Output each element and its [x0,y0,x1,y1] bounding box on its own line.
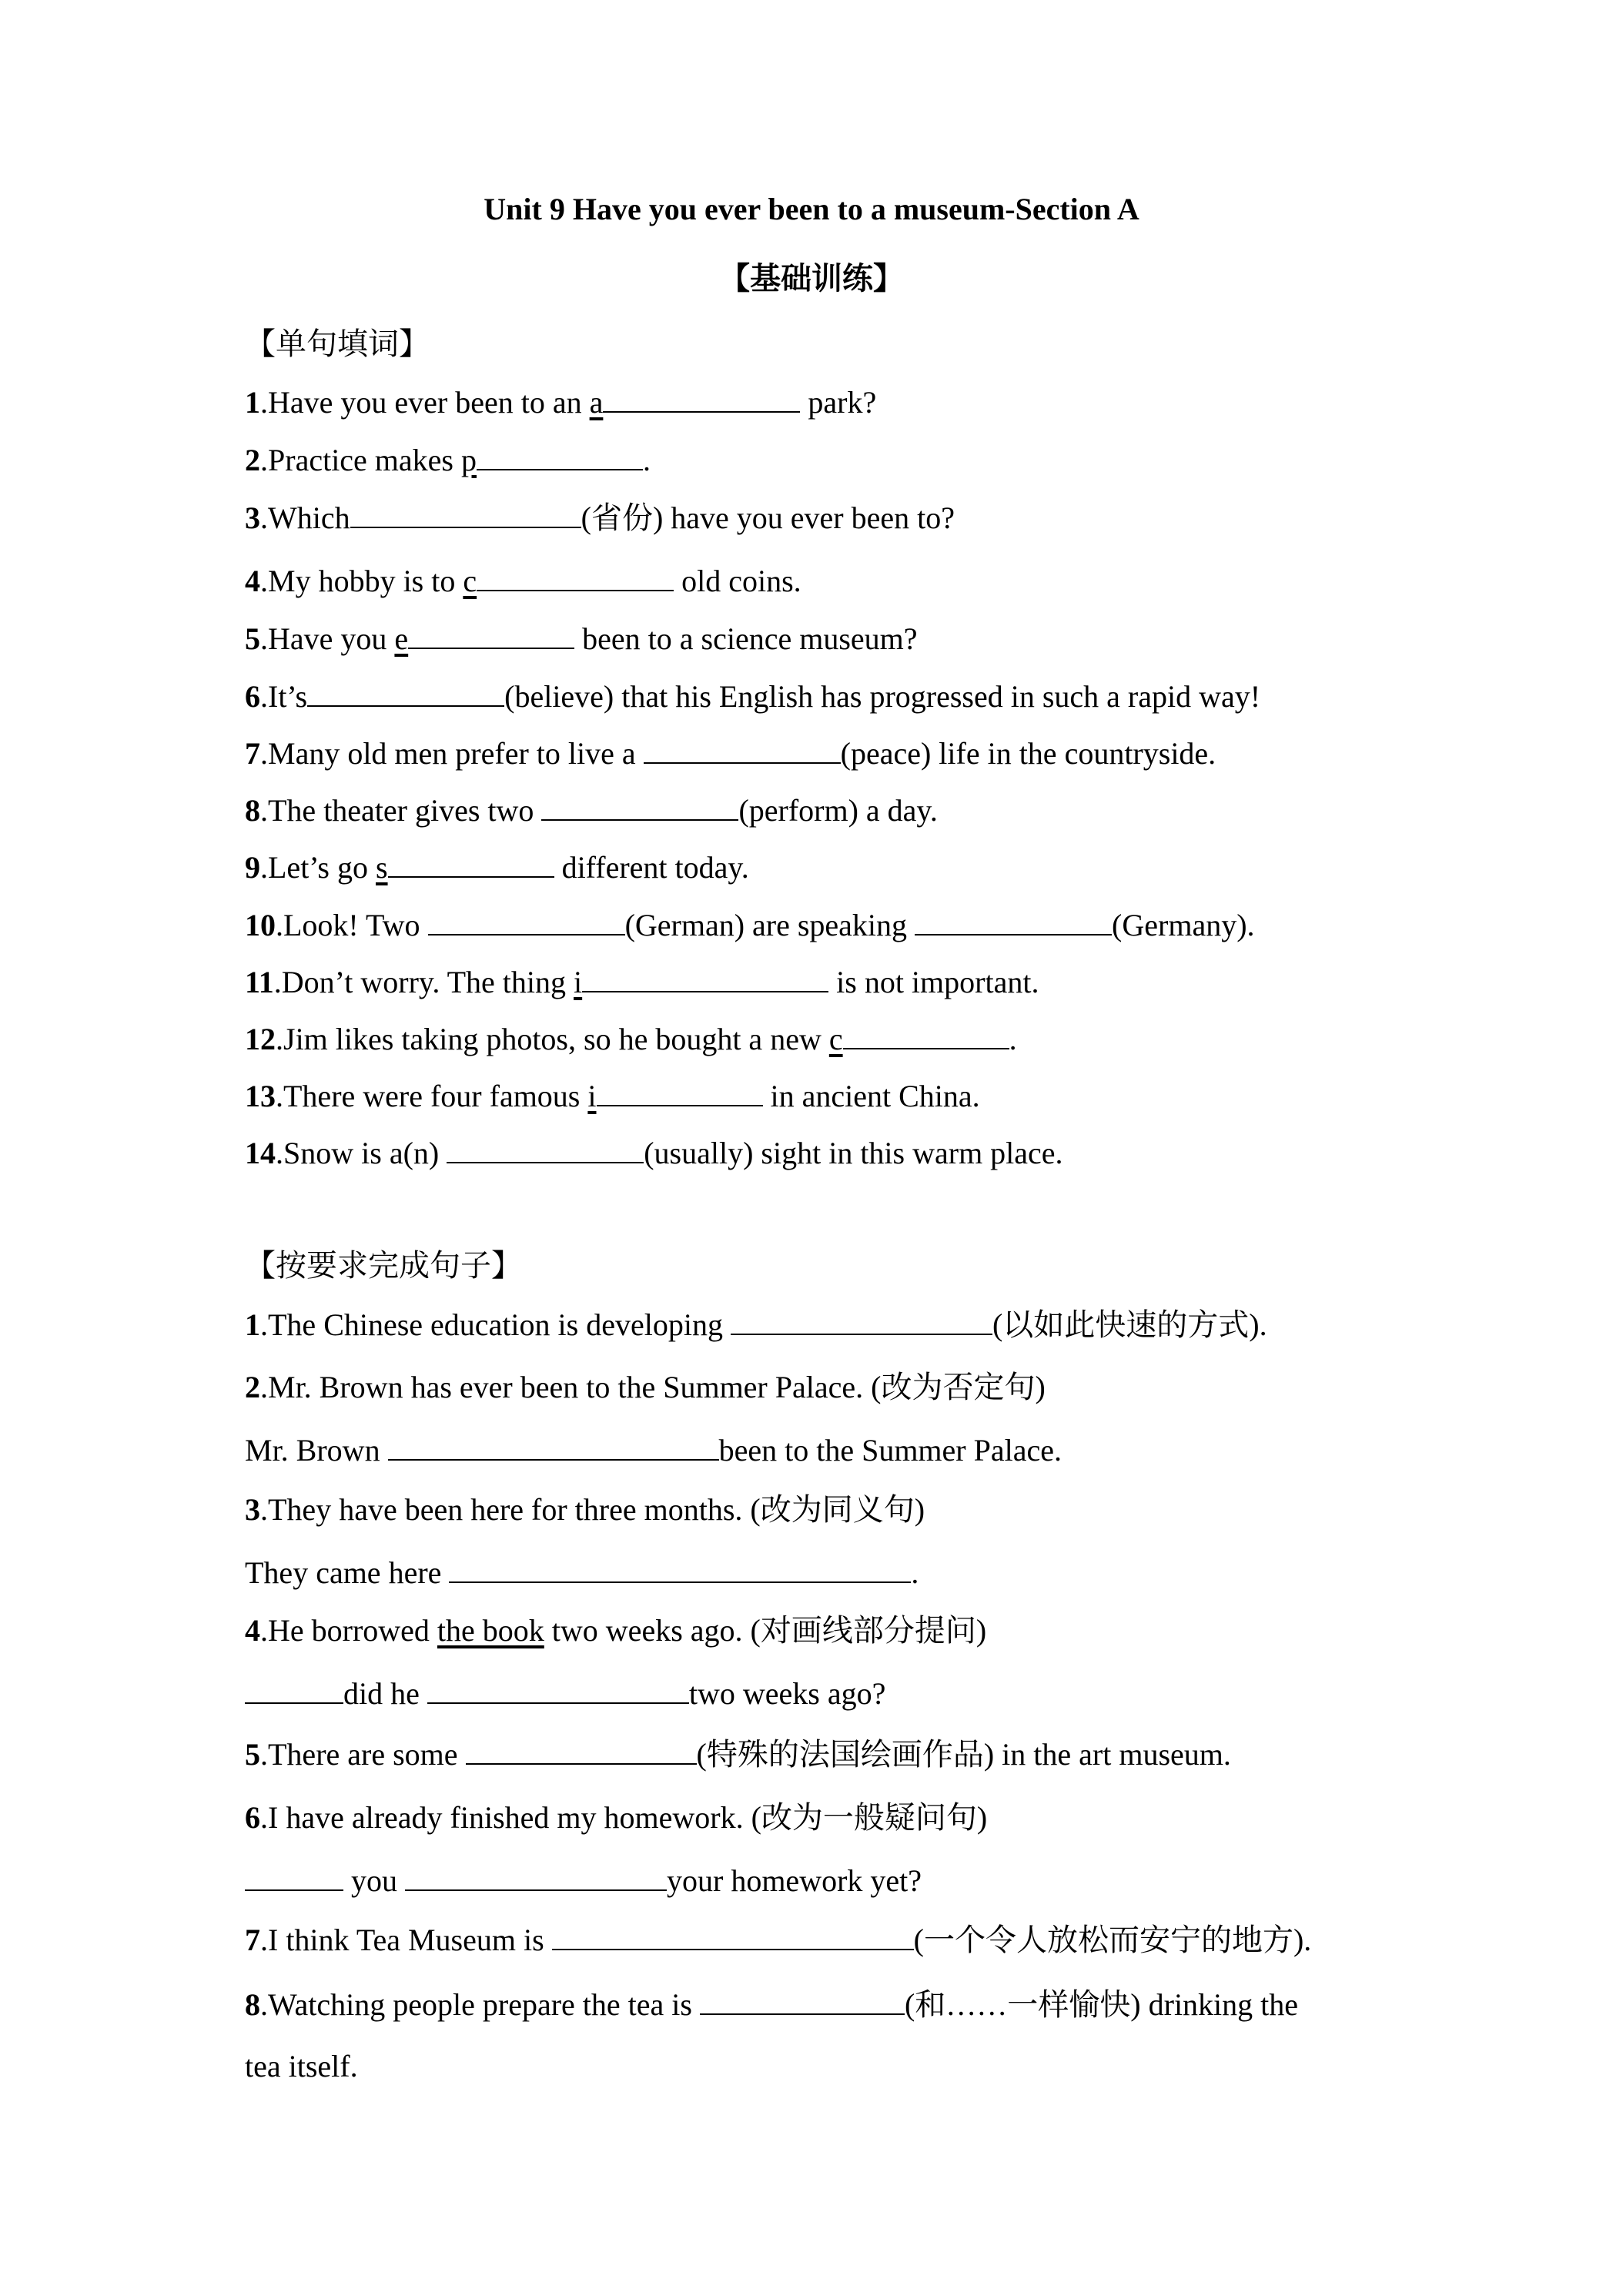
answer-blank[interactable] [405,1862,667,1891]
answer-blank[interactable] [644,735,841,764]
s1-item-12: 12.Jim likes taking photos, so he bought a new c . [245,1022,1017,1056]
s1-item-14: 14.Snow is a(n) (usually) sight in this warm place. [245,1136,1063,1170]
answer-blank[interactable] [449,1554,911,1583]
answer-blank[interactable] [388,1431,719,1461]
s1-item-3: 3.Which (省份) have you ever been to? [245,500,955,535]
s1-item-7: 7.Many old men prefer to live a (peace) life in the countryside. [245,736,1216,771]
answer-blank[interactable] [307,678,504,707]
s1-item-13: 13.There were four famous i in ancient China. [245,1079,980,1113]
answer-blank[interactable] [541,792,738,821]
s2-item-1: 1.The Chinese education is developing (以如此快速的方式). [245,1307,1267,1342]
answer-blank[interactable] [603,383,800,413]
s2-item-2: 2.Mr. Brown has ever been to the Summer Palace. (改为否定句) [245,1370,1046,1404]
answer-blank[interactable] [388,848,554,878]
s2-item-4-answer: did he two weeks ago? [245,1675,885,1712]
s2-item-2-answer: Mr. Brown been to the Summer Palace. [245,1433,1062,1468]
s1-item-2: 2.Practice makes p . [245,443,651,477]
answer-blank[interactable] [428,906,625,935]
answer-blank[interactable] [245,1862,343,1891]
page-subtitle: 【基础训练】 [719,261,904,296]
s1-item-9: 9.Let’s go s different today. [245,850,749,885]
s1-item-6: 6.It’s (believe) that his English has progressed in such a rapid way! [245,679,1261,714]
answer-blank[interactable] [597,1077,763,1106]
section1-heading: 【单句填词】 [245,326,430,361]
answer-blank[interactable] [408,620,574,649]
s2-item-4: 4.He borrowed the book two weeks ago. (对画线部分提问) [245,1613,987,1648]
answer-blank[interactable] [843,1020,1009,1049]
answer-blank[interactable] [552,1921,914,1950]
s2-item-8-continued: tea itself. [245,2049,358,2083]
answer-blank[interactable] [427,1675,689,1704]
s1-item-4: 4.My hobby is to c old coins. [245,564,801,598]
answer-blank[interactable] [477,562,674,591]
s1-item-10: 10.Look! Two (German) are speaking (Germany). [245,908,1255,942]
s2-item-6: 6.I have already finished my homework. (改为一般疑问句) [245,1800,988,1835]
answer-blank[interactable] [466,1735,697,1765]
page-title: Unit 9 Have you ever been to a museum-Section A [484,192,1139,226]
s2-item-5: 5.There are some (特殊的法国绘画作品) in the art museum. [245,1737,1231,1772]
section2-heading: 【按要求完成句子】 [245,1248,522,1283]
s1-item-5: 5.Have you e been to a science museum? [245,621,918,656]
s1-item-1: 1.Have you ever been to an a park? [245,385,877,420]
s2-item-3-answer: They came here . [245,1555,919,1590]
s2-item-7: 7.I think Tea Museum is (一个令人放松而安宁的地方). [245,1923,1312,1957]
s1-item-11: 11.Don’t worry. The thing i is not important. [245,965,1039,999]
answer-blank[interactable] [477,441,643,470]
answer-blank[interactable] [731,1306,992,1335]
s2-item-8: 8.Watching people prepare the tea is (和……一样愉快) drinking the [245,1987,1299,2022]
answer-blank[interactable] [700,1986,905,2015]
s1-item-8: 8.The theater gives two (perform) a day. [245,793,938,828]
answer-blank[interactable] [447,1134,644,1163]
answer-blank[interactable] [245,1675,343,1704]
answer-blank[interactable] [915,906,1112,935]
s2-item-6-answer: you your homework yet? [245,1862,922,1899]
s2-item-3: 3.They have been here for three months. (改为同义句) [245,1492,925,1527]
answer-blank[interactable] [582,963,828,992]
answer-blank[interactable] [350,499,581,528]
